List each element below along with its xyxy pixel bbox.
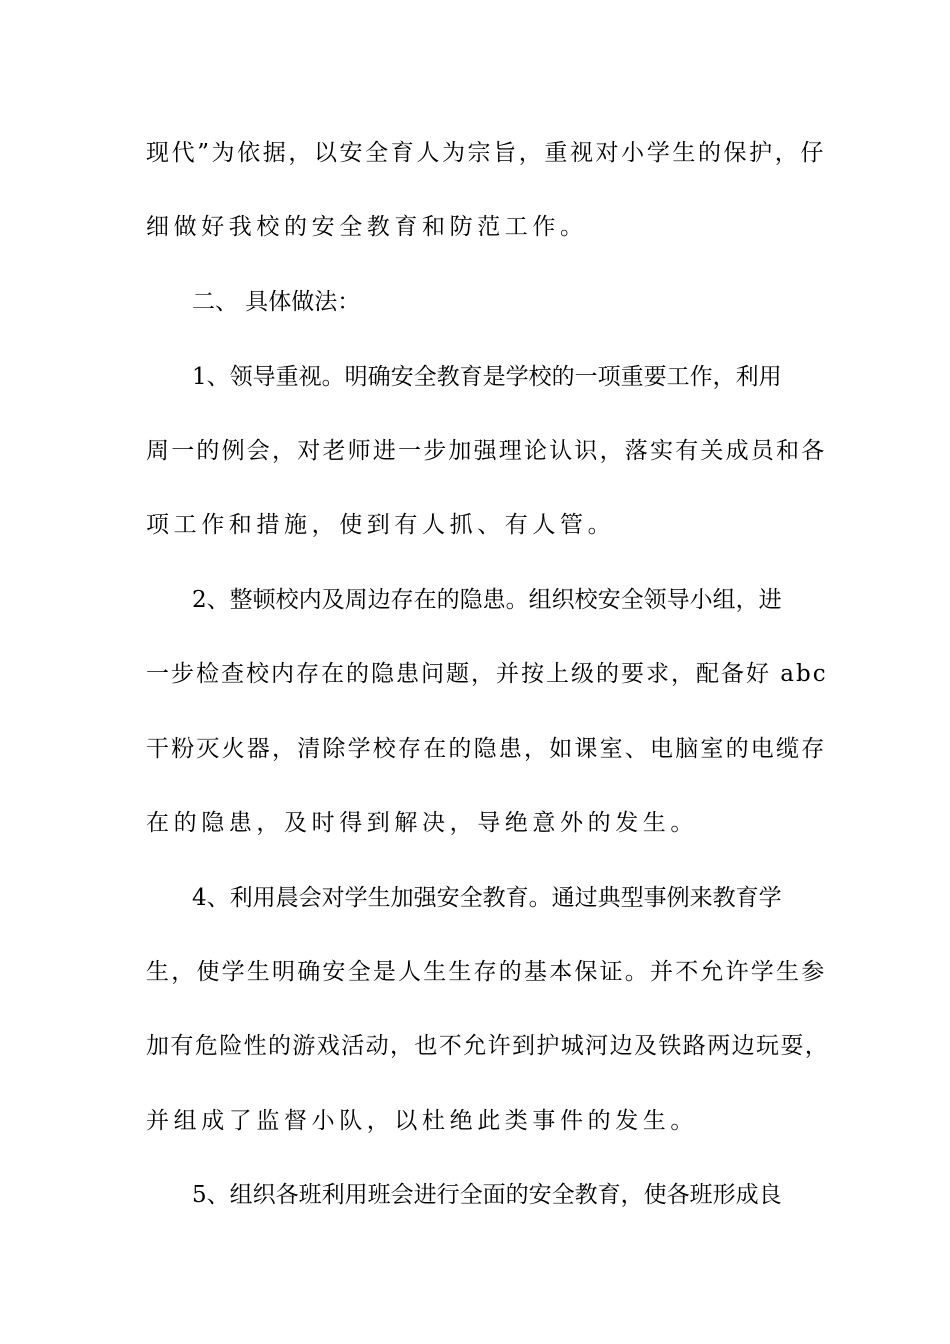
text-line: 细做好我校的安全教育和防范工作。 — [146, 214, 588, 240]
text-line: 并组成了监督小队，以杜绝此类事件的发生。 — [146, 1108, 698, 1134]
text-line: 5、组织各班利用班会进行全面的安全教育，使各班形成良 — [192, 1182, 782, 1208]
text-line: 干粉灭火器，清除学校存在的隐患，如课室、电脑室的电缆存 — [146, 736, 827, 762]
text-line: 项工作和措施，使到有人抓、有人管。 — [146, 512, 616, 538]
text-line: 生，使学生明确安全是人生生存的基本保证。并不允许学生参 — [146, 959, 827, 985]
text-line: 现代”为依据，以安全育人为宗旨，重视对小学生的保护，仔 — [146, 140, 826, 166]
text-line: 4、利用晨会对学生加强安全教育。通过典型事例来教育学 — [192, 885, 782, 911]
text-line: 周一的例会，对老师进一步加强理论认识，落实有关成员和各 — [146, 438, 827, 464]
text-line: 加有危险性的游戏活动，也不允许到护城河边及铁路两边玩耍， — [146, 1033, 830, 1059]
text-line: 在的隐患，及时得到解决，导绝意外的发生。 — [146, 810, 698, 836]
text-line: 一步检查校内存在的隐患问题，并按上级的要求，配备好 abc — [146, 661, 828, 687]
section-heading: 二、 具体做法： — [192, 289, 361, 315]
text-line: 1、领导重视。明确安全教育是学校的一项重要工作，利用 — [192, 364, 782, 390]
text-line: 2、整顿校内及周边存在的隐患。组织校安全领导小组，进 — [192, 587, 782, 613]
